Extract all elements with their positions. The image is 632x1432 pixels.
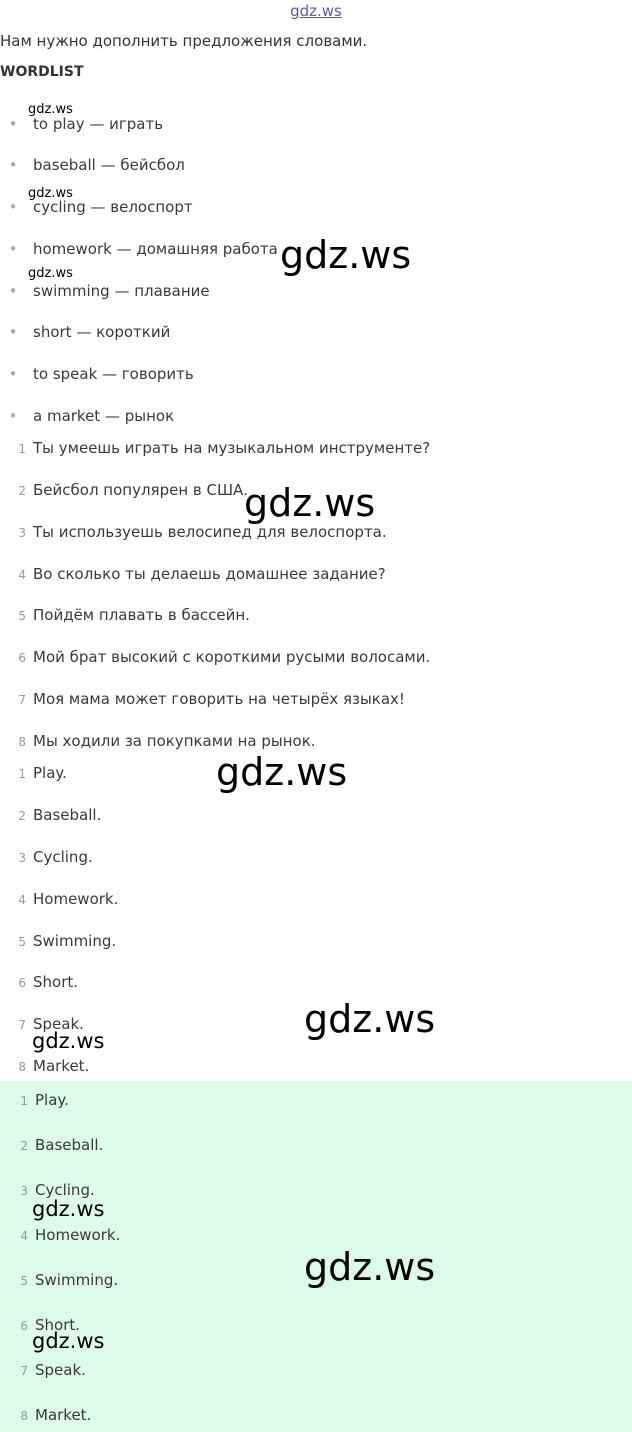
- watermark: gdz.ws: [304, 997, 436, 1041]
- watermark: gdz.ws: [28, 186, 73, 201]
- answer-item: 1 Play.: [18, 764, 67, 782]
- wordlist-item: • homework — домашняя работа: [0, 237, 278, 261]
- translation-item: 5 Пойдём плавать в бассейн.: [18, 606, 250, 624]
- watermark: gdz.ws: [32, 1329, 105, 1353]
- wordlist-item: • baseball — бейсбол: [0, 153, 185, 177]
- wordlist-item: • short — короткий: [0, 320, 170, 344]
- bullet-icon: •: [8, 407, 18, 425]
- answer-item: 7 Speak.: [18, 1015, 84, 1033]
- answer-item: 3 Cycling.: [18, 848, 93, 866]
- watermark: gdz.ws: [280, 233, 412, 277]
- answer-item: 4 Homework.: [20, 1226, 121, 1244]
- answer-item: 6 Short.: [18, 973, 79, 991]
- wordlist-item: • to speak — говорить: [0, 362, 194, 386]
- translation-item: 3 Ты используешь велосипед для велоспорта.: [18, 523, 387, 541]
- translation-item: 6 Мой брат высокий с короткими русыми волосами.: [18, 648, 431, 666]
- watermark: gdz.ws: [32, 1029, 105, 1053]
- watermark: gdz.ws: [32, 1197, 105, 1221]
- answer-item: 7 Speak.: [20, 1361, 86, 1379]
- answer-item: 1 Play.: [20, 1091, 69, 1109]
- watermark: gdz.ws: [304, 1245, 436, 1289]
- bullet-icon: •: [8, 115, 18, 133]
- answer-item: 4 Homework.: [18, 890, 119, 908]
- watermark: gdz.ws: [216, 750, 348, 794]
- wordlist-item: • swimming — плавание: [0, 279, 210, 303]
- answer-item: 5 Swimming.: [18, 932, 117, 950]
- bullet-icon: •: [8, 198, 18, 216]
- watermark: gdz.ws: [28, 266, 73, 281]
- answer-item: 3 Cycling.: [20, 1181, 95, 1199]
- answer-item: 5 Swimming.: [20, 1271, 119, 1289]
- bullet-icon: •: [8, 282, 18, 300]
- answer-item: 8 Market.: [18, 1057, 90, 1075]
- translation-item: 1 Ты умеешь играть на музыкальном инструменте?: [18, 439, 431, 457]
- wordlist-item: • a market — рынок: [0, 404, 174, 428]
- bullet-icon: •: [8, 323, 18, 341]
- translation-item: 4 Во сколько ты делаешь домашнее задание?: [18, 565, 386, 583]
- watermark: gdz.ws: [28, 102, 73, 117]
- answer-item: 6 Short.: [20, 1316, 81, 1334]
- answer-item: 2 Baseball.: [20, 1136, 104, 1154]
- answer-item: 8 Market.: [20, 1406, 92, 1424]
- intro-text: Нам нужно дополнить предложения словами.: [0, 32, 368, 50]
- wordlist-title: WORDLIST: [0, 64, 84, 80]
- translation-item: 2 Бейсбол популярен в США.: [18, 481, 249, 499]
- answer-item: 2 Baseball.: [18, 806, 102, 824]
- site-link[interactable]: gdz.ws: [290, 2, 342, 20]
- bullet-icon: •: [8, 365, 18, 383]
- translation-item: 8 Мы ходили за покупками на рынок.: [18, 732, 316, 750]
- translation-item: 7 Моя мама может говорить на четырёх языках!: [18, 690, 405, 708]
- bullet-icon: •: [8, 240, 18, 258]
- wordlist-item: • to play — играть: [0, 112, 163, 136]
- watermark: gdz.ws: [244, 481, 376, 525]
- bullet-icon: •: [8, 156, 18, 174]
- wordlist-item: • cycling — велоспорт: [0, 195, 193, 219]
